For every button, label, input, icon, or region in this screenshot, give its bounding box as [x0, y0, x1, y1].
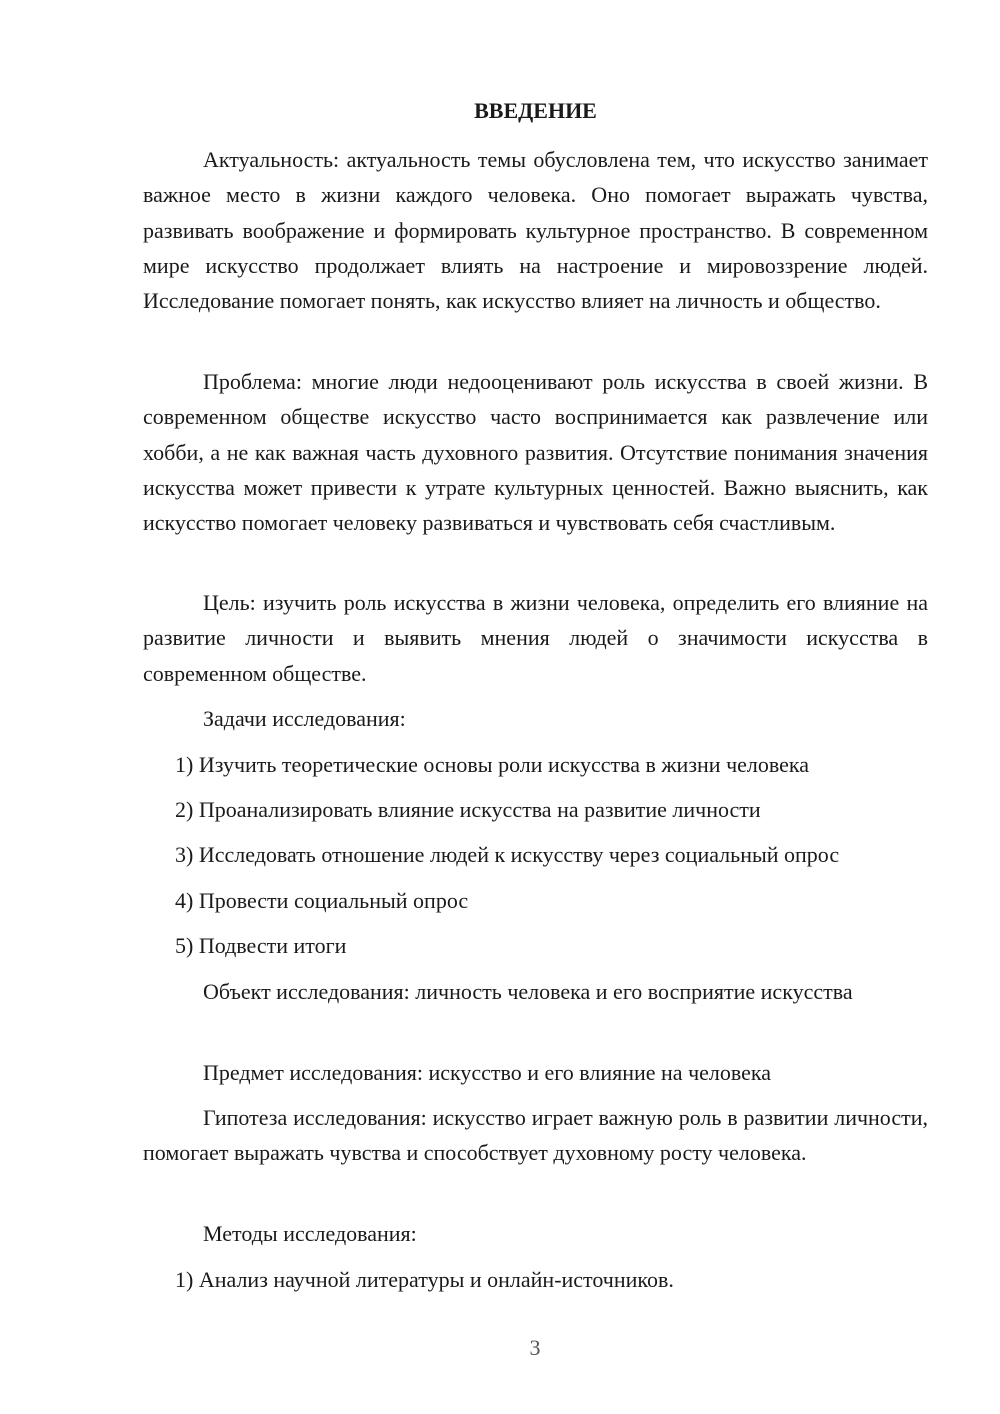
- page-number: 3: [529, 1335, 541, 1360]
- problem-paragraph: Проблема: многие люди недооценивают роль искусства в своей жизни. В современном обществе искусство часто воспринимается как развлечение или хобби, а не как важная часть духовного развития. Отсутствие понимания значения искусства может привести к утрате культурных ценностей. Важно выяснить, как искусство помогает человеку развиваться и чувствовать себя счастливым.: [143, 369, 928, 536]
- methods-heading: Методы исследования:: [203, 1221, 417, 1246]
- task-item-2: 2) Проанализировать влияние искусства на развитие личности: [175, 797, 761, 822]
- task-item-4: 4) Провести социальный опрос: [175, 888, 469, 913]
- section-title: ВВЕДЕНИЕ: [474, 98, 597, 123]
- task-item-1: 1) Изучить теоретические основы роли искусства в жизни человека: [175, 752, 810, 777]
- method-item-1: 1) Анализ научной литературы и онлайн-источников.: [175, 1267, 674, 1292]
- task-item-3: 3) Исследовать отношение людей к искусству через социальный опрос: [175, 842, 840, 867]
- relevance-paragraph: Актуальность: актуальность темы обусловлена тем, что искусство занимает важное место в жизни каждого человека. Оно помогает выражать чувства, развивать воображение и формировать культурное пространство. В современном мире искусство продолжает влиять на настроение и мировоззрение людей. Исследование помогает понять, как искусство влияет на личность и общество.: [143, 147, 928, 314]
- task-item-5: 5) Подвести итоги: [175, 933, 347, 958]
- tasks-heading: Задачи исследования:: [203, 706, 406, 731]
- hypothesis-paragraph: Гипотеза исследования: искусство играет важную роль в развитии личности, помогает выражать чувства и способствует духовному росту человека.: [143, 1105, 928, 1166]
- object-paragraph: Объект исследования: личность человека и его восприятие искусства: [203, 979, 853, 1004]
- subject-paragraph: Предмет исследования: искусство и его влияние на человека: [203, 1060, 772, 1085]
- goal-paragraph: Цель: изучить роль искусства в жизни человека, определить его влияние на развитие личности и выявить мнения людей о значимости искусства в современном обществе.: [143, 590, 928, 686]
